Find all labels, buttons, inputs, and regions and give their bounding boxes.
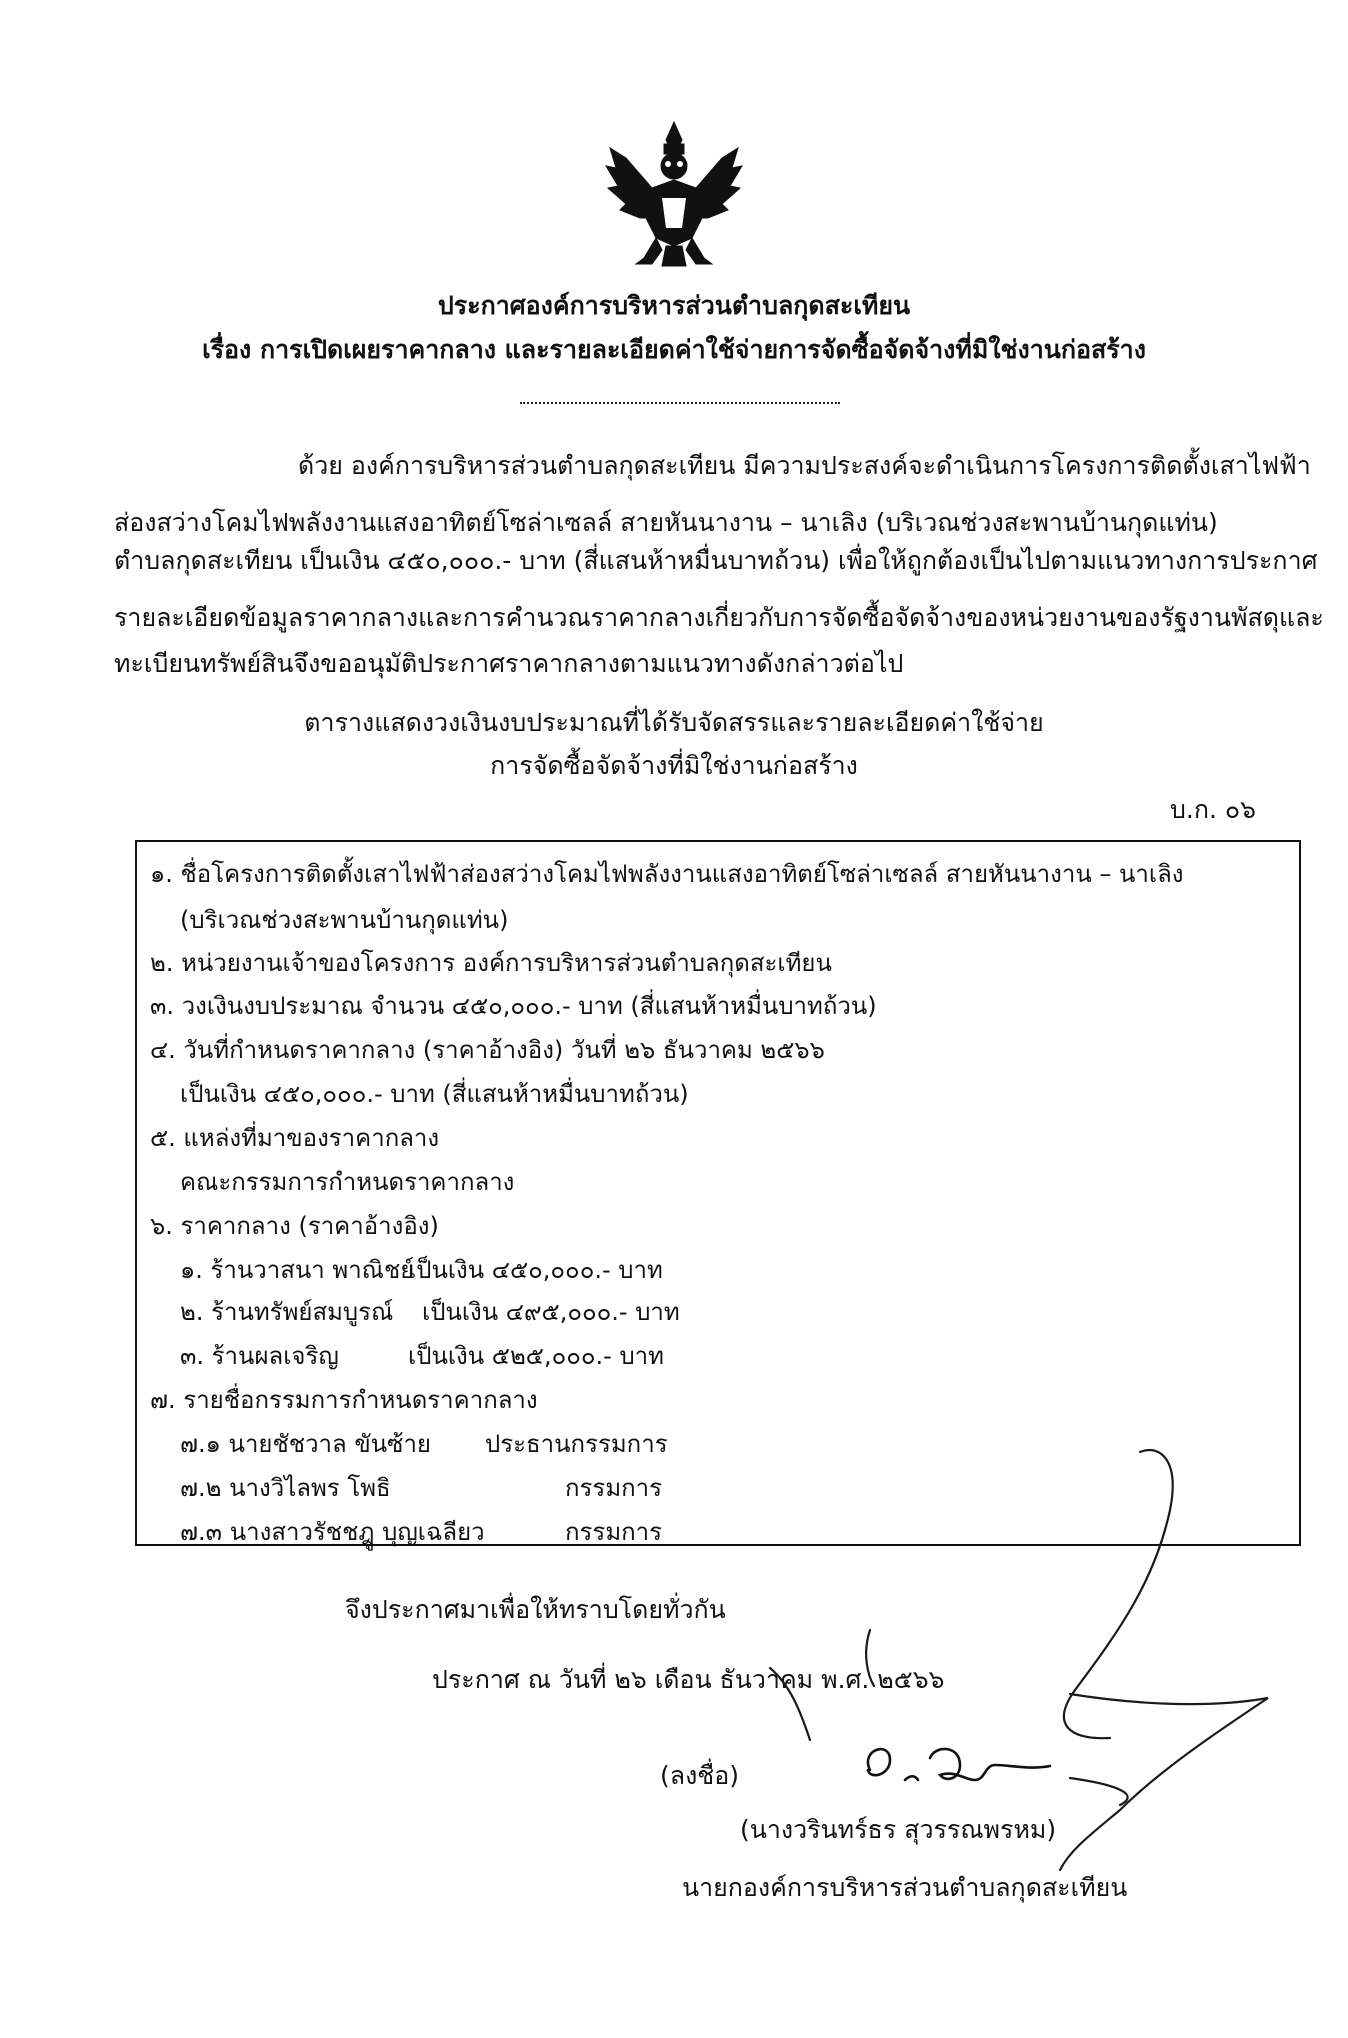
committee-member-role: ประธานกรรมการ <box>485 1430 668 1458</box>
committee-member-role: กรรมการ <box>565 1474 663 1502</box>
body-line-4: รายละเอียดข้อมูลราคากลางและการคำนวณราคากลางเกี่ยวกับการจัดซื้อจัดจ้างของหน่วยงานของรัฐงานพัสดุและ <box>114 603 1324 632</box>
item-reference-price: ๖. ราคากลาง (ราคาอ้างอิง) <box>150 1212 439 1240</box>
announcement-title: ประกาศองค์การบริหารส่วนตำบลกุดสะเทียน <box>437 291 911 320</box>
handwritten-signature <box>600 1440 1300 1920</box>
announcement-date: ประกาศ ณ วันที่ ๒๖ เดือน ธันวาคม พ.ศ. ๒๕๖๖ <box>432 1665 945 1694</box>
shop-name: ๓. ร้านผลเจริญ <box>180 1342 339 1370</box>
body-line-2: ส่องสว่างโคมไฟพลังงานแสงอาทิตย์โซล่าเซลล์ สายหันนางาน – นาเลิง (บริเวณช่วงสะพานบ้านกุดแท่น) <box>114 508 1218 537</box>
body-line-1: ด้วย องค์การบริหารส่วนตำบลกุดสะเทียน มีความประสงค์จะดำเนินการโครงการติดตั้งเสาไฟฟ้า <box>298 451 1311 480</box>
body-line-3: ตำบลกุดสะเทียน เป็นเงิน ๔๕๐,๐๐๐.- บาท (สี่แสนห้าหมื่นบาทถ้วน) เพื่อให้ถูกต้องเป็นไปตามแนวทางการประกาศ <box>114 546 1318 575</box>
committee-member-name: ๗.๑ นายชัชวาล ขันซ้าย <box>180 1430 431 1458</box>
item-price-source: ๕. แหล่งที่มาของราคากลาง <box>150 1124 440 1152</box>
form-code: บ.ก. ๐๖ <box>1170 795 1256 824</box>
signer-position: นายกองค์การบริหารส่วนตำบลกุดสะเทียน <box>682 1873 1128 1902</box>
committee-member-name: ๗.๓ นางสาวรัชชฎู บุญเฉลียว <box>180 1518 485 1546</box>
closing-announce: จึงประกาศมาเพื่อให้ทราบโดยทั่วกัน <box>345 1595 726 1624</box>
table-caption-line-2: การจัดซื้อจัดจ้างที่มิใช่งานก่อสร้าง <box>490 751 858 780</box>
shop-price: เป็นเงิน ๔๙๕,๐๐๐.- บาท <box>422 1298 680 1326</box>
table-caption-line-1: ตารางแสดงวงเงินงบประมาณที่ได้รับจัดสรรและรายละเอียดค่าใช้จ่าย <box>304 708 1044 737</box>
item-project-location: (บริเวณช่วงสะพานบ้านกุดแท่น) <box>180 906 509 934</box>
item-reference-date: ๔. วันที่กำหนดราคากลาง (ราคาอ้างอิง) วันที่ ๒๖ ธันวาคม ๒๕๖๖ <box>150 1036 825 1064</box>
garuda-emblem-icon <box>596 118 752 268</box>
body-line-5: ทะเบียนทรัพย์สินจึงขออนุมัติประกาศราคากลางตามแนวทางดังกล่าวต่อไป <box>114 649 904 678</box>
signer-name: (นางวรินทร์ธร สุวรรณพรหม) <box>740 1815 1057 1844</box>
item-reference-amount: เป็นเงิน ๔๕๐,๐๐๐.- บาท (สี่แสนห้าหมื่นบาทถ้วน) <box>180 1080 689 1108</box>
item-committee: ๗. รายชื่อกรรมการกำหนดราคากลาง <box>150 1386 538 1414</box>
shop-price: เป็นเงิน ๕๒๕,๐๐๐.- บาท <box>408 1342 664 1370</box>
shop-name: ๑. ร้านวาสนา พาณิชย์ <box>180 1256 415 1284</box>
dotted-separator <box>520 402 840 404</box>
shop-price: เป็นเงิน ๔๕๐,๐๐๐.- บาท <box>408 1256 663 1284</box>
shop-name: ๒. ร้านทรัพย์สมบูรณ์ <box>180 1298 394 1326</box>
item-project-name: ๑. ชื่อโครงการติดตั้งเสาไฟฟ้าส่องสว่างโคมไฟพลังงานแสงอาทิตย์โซล่าเซลล์ สายหันนางาน – นาเลิง <box>150 860 1184 888</box>
signed-label: (ลงชื่อ) <box>660 1761 740 1790</box>
committee-member-role: กรรมการ <box>565 1518 663 1546</box>
committee-member-name: ๗.๒ นางวิไลพร โพธิ <box>180 1474 391 1502</box>
item-budget: ๓. วงเงินงบประมาณ จำนวน ๔๕๐,๐๐๐.- บาท (สี่แสนห้าหมื่นบาทถ้วน) <box>150 992 877 1020</box>
item-price-source-value: คณะกรรมการกำหนดราคากลาง <box>180 1168 515 1196</box>
announcement-subject: เรื่อง การเปิดเผยราคากลาง และรายละเอียดค่าใช้จ่ายการจัดซื้อจัดจ้างที่มิใช่งานก่อสร้าง <box>202 335 1146 364</box>
item-owner-agency: ๒. หน่วยงานเจ้าของโครงการ องค์การบริหารส่วนตำบลกุดสะเทียน <box>150 949 832 977</box>
